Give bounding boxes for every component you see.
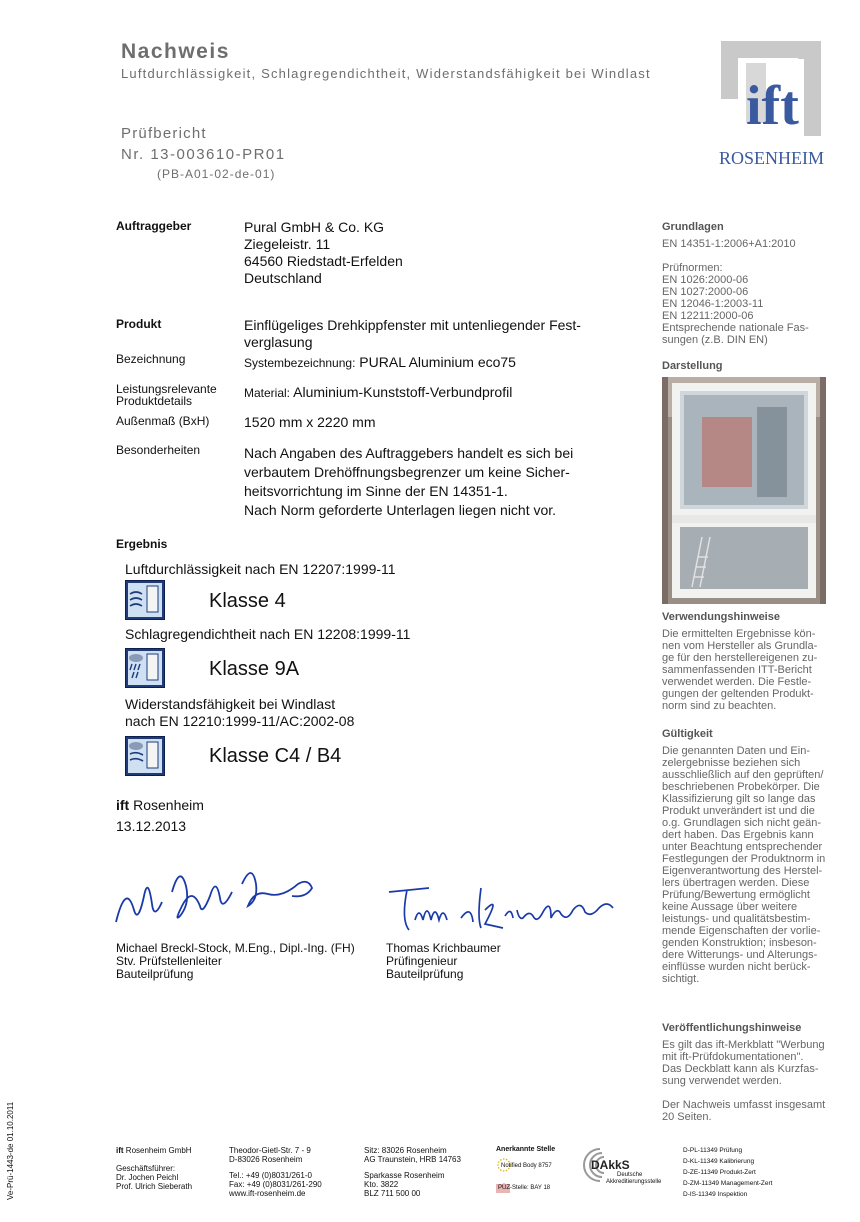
darstellung-heading: Darstellung bbox=[662, 360, 723, 372]
material-value bbox=[244, 384, 512, 402]
client-line: Ziegeleistr. 11 bbox=[244, 236, 331, 252]
special-label: Besonderheiten bbox=[116, 443, 201, 457]
logo-city-text: ROSENHEIM bbox=[719, 148, 825, 168]
umfang-line: 20 Seiten. bbox=[662, 1111, 712, 1123]
dakks-logo bbox=[580, 1145, 680, 1190]
dims-value: 1520 mm x 2220 mm bbox=[244, 414, 376, 430]
result-title-rain: Schlagregendichtheit nach EN 12208:1999-11 bbox=[125, 626, 411, 642]
footer-bank-line: Kto. 3822 bbox=[364, 1180, 399, 1189]
gueltigkeit-heading: Gültigkeit bbox=[662, 728, 713, 740]
footer-address-line: Fax: +49 (0)8031/261-290 bbox=[229, 1180, 322, 1189]
footer-address-line: Tel.: +49 (0)8031/261-0 bbox=[229, 1171, 312, 1180]
document-title: Nachweis bbox=[121, 40, 230, 63]
verwendung-line: Die ermittelten Ergebnisse kön- bbox=[662, 628, 816, 640]
footer-gf-name: Dr. Jochen Peichl bbox=[116, 1173, 179, 1182]
pruefnormen-line: EN 1026:2000-06 bbox=[662, 274, 749, 286]
window-photo bbox=[662, 377, 826, 604]
result-label: Ergebnis bbox=[116, 537, 168, 551]
footer-company bbox=[116, 1146, 192, 1191]
gueltigkeit-line: leistungs- und qualitätsbestim- bbox=[662, 913, 811, 925]
footer-company-name bbox=[116, 1146, 192, 1155]
signer-role: Stv. Prüfstellenleiter bbox=[116, 954, 222, 968]
footer-bank-line: Sparkasse Rosenheim bbox=[364, 1171, 445, 1180]
logo-ift-text: ift bbox=[746, 75, 799, 137]
dakks-text: DAkkS bbox=[591, 1158, 630, 1172]
accreditation-list bbox=[683, 1145, 772, 1200]
issue-date: 13.12.2013 bbox=[116, 818, 187, 834]
perf-label: Leistungsrelevante bbox=[116, 382, 217, 396]
rain-tightness-icon bbox=[125, 648, 165, 688]
signer-role: Prüfingenieur bbox=[386, 954, 458, 968]
umfang-block bbox=[662, 1099, 832, 1123]
result-title-wind: Widerstandsfähigkeit bei Windlast bbox=[125, 696, 336, 712]
result-class-wind: Klasse C4 / B4 bbox=[209, 745, 342, 767]
gueltigkeit-line: genden Konstruktion; insbeson- bbox=[662, 937, 817, 949]
client-line: 64560 Riedstadt-Erfelden bbox=[244, 253, 403, 269]
footer-bank-line: BLZ 711 500 00 bbox=[364, 1189, 421, 1198]
accreditation-item: D-ZE-11349 Produkt-Zert bbox=[683, 1169, 756, 1176]
gueltigkeit-block bbox=[662, 745, 832, 985]
signer-name: Michael Breckl-Stock, M.Eng., Dipl.-Ing. (FH) bbox=[116, 941, 355, 955]
footer-address-line: D-83026 Rosenheim bbox=[229, 1155, 303, 1164]
pruefnormen-line: Prüfnormen: bbox=[662, 262, 723, 274]
footer-anerkannt-heading: Anerkannte Stelle bbox=[496, 1146, 556, 1153]
pruefnormen-line: EN 1027:2000-06 bbox=[662, 286, 749, 298]
designation-label: Bezeichnung bbox=[116, 352, 186, 366]
footer-website-link[interactable]: www.ift-rosenheim.de bbox=[229, 1189, 306, 1198]
issuer-rest: Rosenheim bbox=[129, 797, 204, 813]
gueltigkeit-line: zelergebnisse beziehen sich bbox=[662, 757, 801, 769]
verwendung-line: sammenfassenden ITT-Bericht bbox=[662, 664, 812, 676]
veroeff-line: sung verwendet werden. bbox=[662, 1075, 782, 1087]
pruefnormen-line: EN 12211:2000-06 bbox=[662, 310, 754, 322]
special-line: verbautem Drehöffnungsbegrenzer um keine Sicher- bbox=[244, 464, 570, 480]
veroeff-line: mit ift-Prüfdokumentationen". bbox=[662, 1051, 804, 1063]
document-subtitle: Luftdurchlässigkeit, Schlagregendichtheit, Widerstandsfähigkeit bei Windlast bbox=[121, 66, 651, 81]
gueltigkeit-line: Festlegungen der Produktnorm in bbox=[662, 853, 826, 865]
gueltigkeit-line: Eigenverantwortung des Herstel- bbox=[662, 865, 823, 877]
gueltigkeit-line: Prüfung/Bewertung ermöglicht bbox=[662, 889, 810, 901]
gueltigkeit-line: Die genannten Daten und Ein- bbox=[662, 745, 810, 757]
footer-gf-name: Prof. Ulrich Sieberath bbox=[116, 1182, 193, 1191]
footer-register-line: AG Traunstein, HRB 14763 bbox=[364, 1155, 461, 1164]
gueltigkeit-line: Klassifizierung gilt so lange das bbox=[662, 793, 816, 805]
air-permeability-icon bbox=[125, 580, 165, 620]
gueltigkeit-line: ausschließlich auf den geprüften/ bbox=[662, 769, 824, 781]
grundlagen-standard: EN 14351-1:2006+A1:2010 bbox=[662, 238, 796, 250]
gueltigkeit-line: unter Beachtung entsprechender bbox=[662, 841, 823, 853]
veroeff-line: Das Deckblatt kann als Kurzfas- bbox=[662, 1063, 819, 1075]
client-line: Deutschland bbox=[244, 270, 322, 286]
puez-text: PÜZ-Stelle: BAY 18 bbox=[498, 1185, 551, 1191]
designation-value bbox=[244, 354, 516, 372]
signature-breckl-stock bbox=[112, 862, 342, 942]
verwendung-line: nen vom Hersteller als Grundla- bbox=[662, 640, 818, 652]
signer-dept: Bauteilprüfung bbox=[116, 967, 194, 981]
ift-logo bbox=[718, 38, 826, 168]
footer-register bbox=[364, 1146, 461, 1198]
report-number: Nr. 13-003610-PR01 bbox=[121, 146, 286, 163]
gueltigkeit-line: o.g. Grundlagen sich nicht geän- bbox=[662, 817, 821, 829]
accreditation-item: D-IS-11349 Inspektion bbox=[683, 1191, 748, 1198]
product-value: verglasung bbox=[244, 334, 313, 350]
pruefnormen-line: Entsprechende nationale Fas- bbox=[662, 322, 809, 334]
issuer-name bbox=[116, 797, 204, 813]
report-label: Prüfbericht bbox=[121, 125, 207, 142]
pruefnormen-block bbox=[662, 262, 832, 346]
dakks-sub: Deutsche bbox=[617, 1172, 643, 1178]
designation-text: PURAL Aluminium eco75 bbox=[359, 354, 516, 370]
designation-prefix: Systembezeichnung: bbox=[244, 356, 356, 370]
signer-name: Thomas Krichbaumer bbox=[386, 941, 501, 955]
veroeff-heading: Veröffentlichungshinweise bbox=[662, 1022, 802, 1034]
perf-label: Produktdetails bbox=[116, 394, 193, 408]
vertical-form-code: Ve-Prü-1443-de 01.10.2011 bbox=[6, 1101, 15, 1200]
result-class-air: Klasse 4 bbox=[209, 590, 286, 612]
umfang-line: Der Nachweis umfasst insgesamt bbox=[662, 1099, 826, 1111]
report-code: (PB-A01-02-de-01) bbox=[157, 167, 276, 181]
signature-krichbaumer bbox=[385, 880, 635, 940]
veroeff-block bbox=[662, 1039, 832, 1087]
gueltigkeit-line: lers übertragen werden. Diese bbox=[662, 877, 810, 889]
product-label: Produkt bbox=[116, 317, 162, 331]
result-class-rain: Klasse 9A bbox=[209, 658, 300, 680]
footer-company-rest: Rosenheim GmbH bbox=[123, 1146, 192, 1155]
material-prefix: Material: bbox=[244, 386, 291, 400]
material-text: Aluminium-Kunststoff-Verbundprofil bbox=[293, 384, 513, 400]
ce-notified-badge bbox=[496, 1157, 568, 1173]
result-title-wind: nach EN 12210:1999-11/AC:2002-08 bbox=[125, 713, 355, 729]
issuer-bold: ift bbox=[116, 797, 130, 813]
gueltigkeit-line: dere Witterungs- und Alterungs- bbox=[662, 949, 818, 961]
pruefnormen-line: sungen (z.B. DIN EN) bbox=[662, 334, 768, 346]
signer-dept: Bauteilprüfung bbox=[386, 967, 464, 981]
gueltigkeit-line: einflüsse wurden nicht berück- bbox=[662, 961, 811, 973]
puez-badge bbox=[496, 1183, 568, 1195]
verwendung-heading: Verwendungshinweise bbox=[662, 611, 780, 623]
verwendung-line: gungen der geltenden Produkt- bbox=[662, 688, 814, 700]
verwendung-line: norm sind zu beachten. bbox=[662, 700, 777, 712]
notified-body-text: Notified Body 8757 bbox=[501, 1163, 552, 1169]
verwendung-line: verwendet werden. Die Festle- bbox=[662, 676, 812, 688]
client-label: Auftraggeber bbox=[116, 219, 192, 233]
verwendung-line: ge für den herstellereigenen zu- bbox=[662, 652, 818, 664]
pruefnormen-line: EN 12046-1:2003-11 bbox=[662, 298, 764, 310]
grundlagen-heading: Grundlagen bbox=[662, 221, 724, 233]
wind-load-icon bbox=[125, 736, 165, 776]
gueltigkeit-line: sichtigt. bbox=[662, 973, 700, 985]
accreditation-item: D-ZM-11349 Management-Zert bbox=[683, 1180, 773, 1187]
gueltigkeit-line: beschriebenen Probekörper. Die bbox=[662, 781, 820, 793]
footer-address bbox=[229, 1146, 322, 1198]
footer-gf-label: Geschäftsführer: bbox=[116, 1164, 176, 1173]
client-line: Pural GmbH & Co. KG bbox=[244, 219, 385, 235]
product-value: Einflügeliges Drehkippfenster mit untenliegender Fest- bbox=[244, 317, 581, 333]
dims-label: Außenmaß (BxH) bbox=[116, 414, 210, 428]
gueltigkeit-line: Produkt unverändert ist und die bbox=[662, 805, 815, 817]
gueltigkeit-line: keine Aussage über weitere bbox=[662, 901, 798, 913]
footer-register-line: Sitz: 83026 Rosenheim bbox=[364, 1146, 447, 1155]
veroeff-line: Es gilt das ift-Merkblatt "Werbung bbox=[662, 1039, 825, 1051]
footer-address-line: Theodor-Gietl-Str. 7 - 9 bbox=[229, 1146, 311, 1155]
special-line: Nach Angaben des Auftraggebers handelt es sich bei bbox=[244, 445, 574, 461]
gueltigkeit-line: mende Eigenschaften der vorlie- bbox=[662, 925, 821, 937]
gueltigkeit-line: dert haben. Das Ergebnis kann bbox=[662, 829, 814, 841]
footer-ift-bold: ift bbox=[116, 1146, 124, 1155]
result-title-air: Luftdurchlässigkeit nach EN 12207:1999-11 bbox=[125, 561, 396, 577]
special-line: Nach Norm geforderte Unterlagen liegen nicht vor. bbox=[244, 502, 557, 518]
special-line: heitsvorrichtung im Sinne der EN 14351-1. bbox=[244, 483, 508, 499]
accreditation-item: D-PL-11349 Prüfung bbox=[683, 1147, 743, 1154]
accreditation-item: D-KL-11349 Kalibrierung bbox=[683, 1158, 755, 1165]
dakks-sub: Akkreditierungsstelle bbox=[606, 1179, 662, 1185]
verwendung-block bbox=[662, 628, 832, 712]
